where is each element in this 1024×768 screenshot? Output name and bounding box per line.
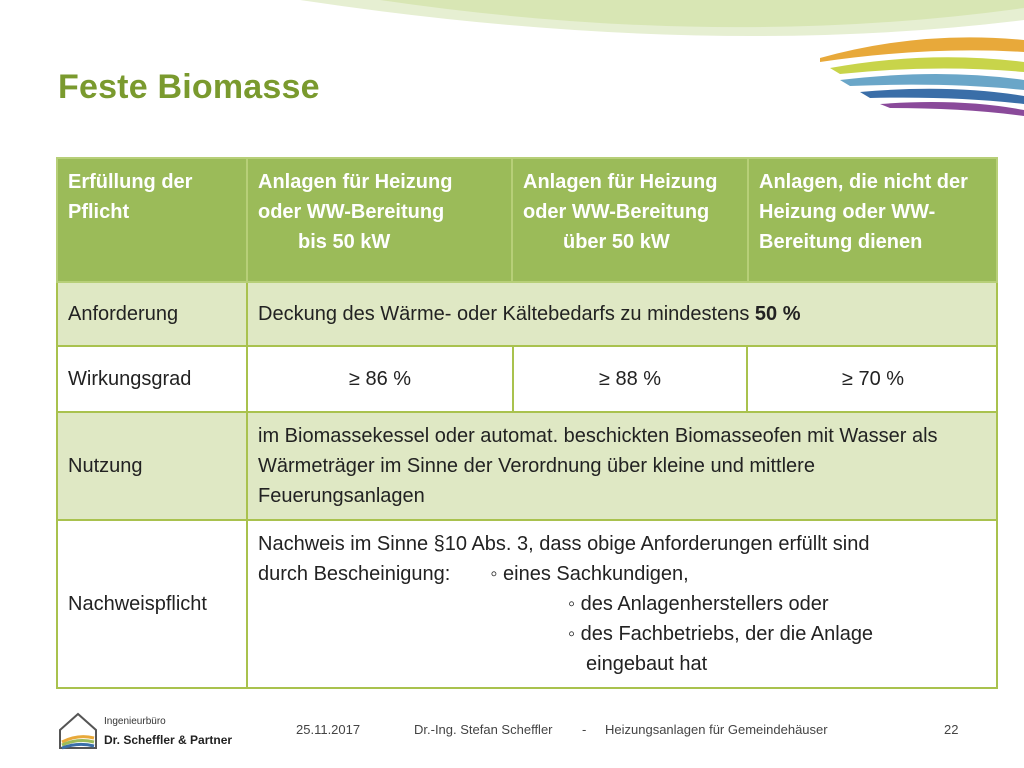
row-label: Anforderung (57, 282, 247, 346)
wirkungsgrad-ueber-50kw: ≥ 88 % (513, 347, 747, 411)
logo-line1: Ingenieurbüro (104, 716, 166, 727)
house-logo-icon (56, 708, 100, 752)
requirements-table (56, 157, 998, 689)
table-row-wirkungsgrad (57, 346, 997, 412)
nachweis-bullet: ◦ des Fachbetriebs, der die Anlage (568, 623, 874, 645)
nachweis-bullet: ◦ eines Sachkundigen, (490, 563, 689, 585)
footer-author: Dr.-Ing. Stefan Scheffler (414, 722, 553, 737)
wirkungsgrad-sonstige: ≥ 70 % (841, 368, 905, 390)
footer-topic: Heizungsanlagen für Gemeindehäuser (605, 722, 828, 737)
header-line: oder WW-Bereitung (523, 201, 710, 223)
row-label: Nutzung (57, 412, 247, 520)
header-swoosh-graphic (0, 0, 1024, 130)
header-cell-bis-50kw (247, 158, 512, 282)
wirkungsgrad-values (247, 346, 997, 412)
row-label: Nachweispflicht (57, 520, 247, 688)
table-row-nutzung (57, 412, 997, 520)
nachweis-line (258, 559, 986, 589)
footer-separator: - (582, 722, 587, 737)
row-label: Wirkungsgrad (57, 346, 247, 412)
nachweis-bullet: ◦ des Anlagenherstellers oder (568, 593, 829, 615)
wirkungsgrad-subtable (248, 347, 998, 411)
header-line: Anlagen für Heizung (258, 171, 453, 193)
logo-line2: Dr. Scheffler & Partner (104, 733, 233, 747)
anforderung-text-main: Deckung des Wärme- oder Kältebedarfs zu mindestens (258, 303, 755, 325)
header-line: Anlagen für Heizung (523, 171, 718, 193)
header-line: bis 50 kW (298, 231, 391, 253)
table-row-nachweispflicht (57, 520, 997, 688)
header-line: über 50 kW (563, 231, 670, 253)
header-cell-pflicht: Erfüllung der Pflicht (57, 158, 247, 282)
footer-page-number: 22 (944, 722, 959, 737)
slide-title: Feste Biomasse (58, 68, 320, 106)
footer-date: 25.11.2017 (296, 722, 361, 737)
nutzung-text: im Biomassekessel oder automat. beschickten Biomasseofen mit Wasser als Wärmeträger im Sinne der Verordnung über kleine und mittlere Feuerungsanlagen (247, 412, 997, 520)
header-cell-ueber-50kw (512, 158, 748, 282)
anforderung-text (247, 282, 997, 346)
nachweis-line: Nachweis im Sinne §10 Abs. 3, dass obige Anforderungen erfüllt sind (258, 533, 870, 555)
wirkungsgrad-bis-50kw: ≥ 86 % (248, 347, 513, 411)
anforderung-percent: 50 % (754, 303, 801, 325)
header-cell-sonstige: Anlagen, die nicht der Heizung oder WW-Bereitung dienen (748, 158, 997, 282)
table-header-row (57, 158, 997, 282)
nachweis-text (247, 520, 997, 688)
nachweis-label: durch Bescheinigung: (258, 563, 451, 585)
nachweis-bullet: eingebaut hat (586, 653, 708, 675)
header-line: oder WW-Bereitung (258, 201, 445, 223)
table-row-anforderung (57, 282, 997, 346)
